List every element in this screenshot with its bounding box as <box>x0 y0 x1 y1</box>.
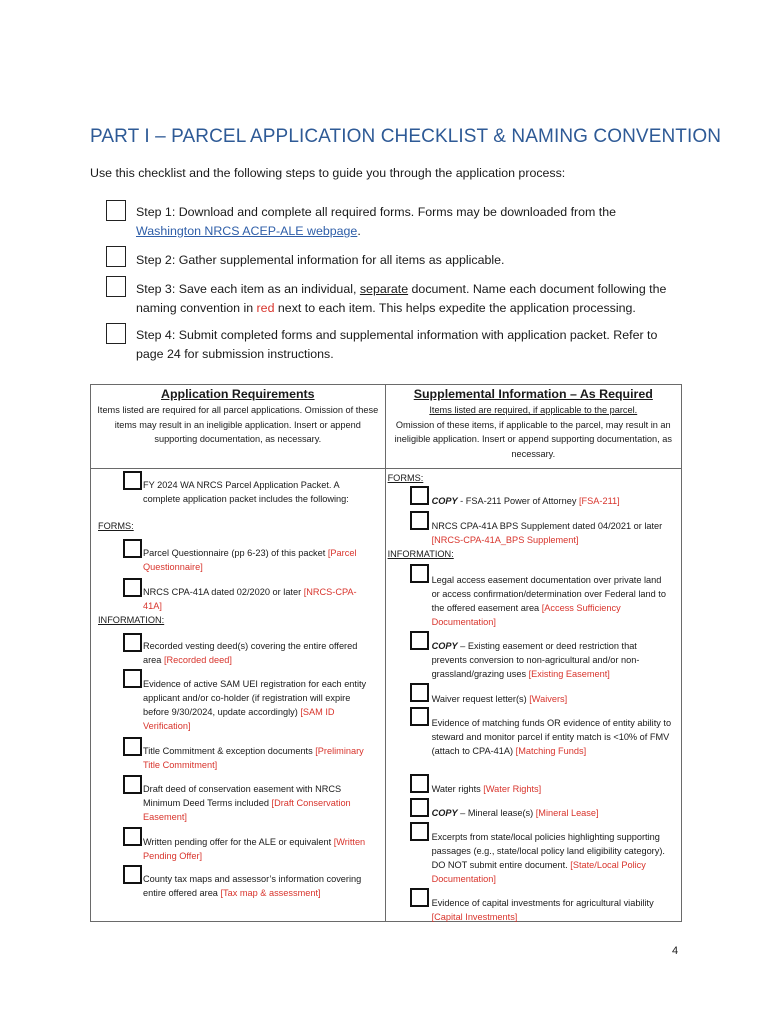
step3-checkbox[interactable] <box>106 276 126 297</box>
item-mineral-lease: COPY – Mineral lease(s) [Mineral Lease] <box>431 807 599 818</box>
item-waivers: Waiver request letter(s) [Waivers] <box>431 693 568 704</box>
item-existing-easement: COPY – Existing easement or deed restriction that prevents conversion to non-agricultural and/or non-grassland/grazing uses [Existing Easement] <box>431 640 640 680</box>
step-3: Step 3: Save each item as an individual, separate document. Name each document following the naming convention in red next to each item. This helps expedite the application processing. <box>136 282 667 315</box>
item-checkbox-capital-investments[interactable] <box>410 888 429 907</box>
information-label: INFORMATION: <box>98 614 165 625</box>
item-legal-access: Legal access easement documentation over private land or access confirmation/determination over Federal land to the offered easement area [Access Sufficiency Documentation] <box>431 574 666 628</box>
step-2: Step 2: Gather supplemental information for all items as applicable. <box>136 253 505 267</box>
item-checkbox-sam-uei[interactable] <box>123 669 142 688</box>
item-checkbox-title-commitment[interactable] <box>123 737 142 756</box>
item-recorded-deed: Recorded vesting deed(s) covering the entire offered area [Recorded deed] <box>143 640 358 666</box>
item-checkbox-cpa41a[interactable] <box>123 578 142 597</box>
supplemental-information-description: Omission of these items, if applicable to the parcel, may result in an ineligible application. Insert or append supporting documentation, as necessary. <box>394 419 672 460</box>
item-checkbox-tax-maps[interactable] <box>123 865 142 884</box>
intro-text: Use this checklist and the following steps to guide you through the application process: <box>90 166 566 180</box>
application-requirements-heading: Application Requirements <box>161 387 315 401</box>
item-bps-supplement: NRCS CPA-41A BPS Supplement dated 04/2021 or later [NRCS-CPA-41A_BPS Supplement] <box>431 520 663 546</box>
step1-checkbox[interactable] <box>106 200 126 221</box>
page-number: 4 <box>672 945 679 957</box>
forms-label: FORMS: <box>98 520 134 531</box>
item-checkbox-matching-funds[interactable] <box>410 707 429 726</box>
step2-checkbox[interactable] <box>106 246 126 267</box>
item-fsa211: COPY - FSA-211 Power of Attorney [FSA-211] <box>431 495 620 506</box>
step-4: Step 4: Submit completed forms and supplemental information with application packet. Refer to page 24 for submission instructions. <box>136 328 658 361</box>
item-cpa41a: NRCS CPA-41A dated 02/2020 or later [NRCS-CPA-41A] <box>143 586 357 612</box>
step4-checkbox[interactable] <box>106 323 126 344</box>
application-requirements-description: Items listed are required for all parcel applications. Omission of these items may result in an ineligible application. Insert or append supporting documentation, as necessary. <box>97 405 379 445</box>
page-title: PART I – PARCEL APPLICATION CHECKLIST & NAMING CONVENTION <box>90 126 722 147</box>
item-checkbox-legal-access[interactable] <box>410 564 429 583</box>
step-1: Step 1: Download and complete all required forms. Forms may be downloaded from the Washington NRCS ACEP-ALE webpage. <box>136 205 617 238</box>
item-sam-uei: Evidence of active SAM UEI registration for each entity applicant and/or co-holder (if registration will expire before 9/30/2024, update accordingly) [SAM ID Verification] <box>143 678 367 732</box>
left-header-cell <box>91 385 386 469</box>
item-checkbox-fsa211[interactable] <box>410 486 429 505</box>
item-checkbox-water-rights[interactable] <box>410 774 429 793</box>
forms-label-right: FORMS: <box>387 472 424 483</box>
item-checkbox-bps-supplement[interactable] <box>410 511 429 530</box>
item-checkbox-pending-offer[interactable] <box>123 827 142 846</box>
requirements-table <box>90 384 682 922</box>
right-items-cell <box>385 468 681 921</box>
item-checkbox-mineral-lease[interactable] <box>410 798 429 817</box>
item-title-commitment: Title Commitment & exception documents [Preliminary Title Commitment] <box>143 745 364 771</box>
item-checkbox-application-packet[interactable] <box>123 471 142 490</box>
acep-ale-webpage-link[interactable]: Washington NRCS ACEP-ALE webpage <box>136 224 358 238</box>
item-water-rights: Water rights [Water Rights] <box>431 783 542 794</box>
item-checkbox-existing-easement[interactable] <box>410 631 429 650</box>
item-checkbox-state-local-policy[interactable] <box>410 822 429 841</box>
supplemental-required-note: Items listed are required, if applicable to the parcel. <box>429 405 638 415</box>
item-checkbox-waivers[interactable] <box>410 683 429 702</box>
right-header-cell <box>385 385 681 469</box>
item-state-local-policy: Excerpts from state/local policies highlighting supporting passages (e.g., state/local policy land eligibility category). DO NOT submit entire document. [State/Local Policy Documentation] <box>431 831 665 885</box>
supplemental-information-heading: Supplemental Information – As Required <box>413 387 653 401</box>
information-label-right: INFORMATION: <box>387 548 454 559</box>
item-checkbox-parcel-questionnaire[interactable] <box>123 539 142 558</box>
item-checkbox-recorded-deed[interactable] <box>123 633 142 652</box>
item-pending-offer: Written pending offer for the ALE or equivalent [Written Pending Offer] <box>143 836 366 862</box>
item-draft-deed: Draft deed of conservation easement with NRCS Minimum Deed Terms included [Draft Conservation Easement] <box>143 783 351 823</box>
item-checkbox-draft-deed[interactable] <box>123 775 142 794</box>
item-matching-funds: Evidence of matching funds OR evidence of entity ability to steward and monitor parcel if entity match is <10% of FMV (attach to CPA-41A) [Matching Funds] <box>431 717 672 757</box>
left-items-cell <box>91 468 386 921</box>
item-application-packet: FY 2024 WA NRCS Parcel Application Packet. A complete application packet includes the following: <box>143 479 349 505</box>
item-parcel-questionnaire: Parcel Questionnaire (pp 6-23) of this packet [Parcel Questionnaire] <box>143 547 357 573</box>
item-capital-investments: Evidence of capital investments for agricultural viability [Capital Investments] <box>431 897 654 923</box>
item-tax-maps: County tax maps and assessor’s information covering entire offered area [Tax map & assessment] <box>143 873 362 899</box>
